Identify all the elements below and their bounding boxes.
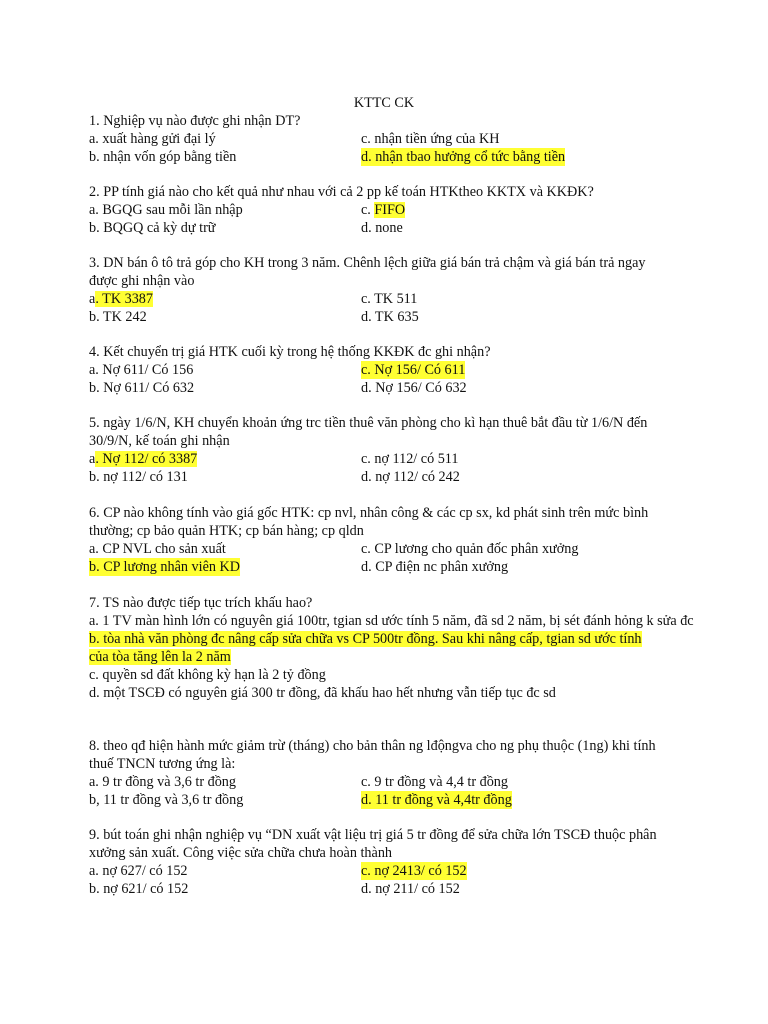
option-b: b. nợ 112/ có 131 [89, 469, 188, 485]
option-d-highlighted-answer: d. 11 tr đồng và 4,4tr đồng [361, 792, 512, 808]
option-a-highlighted-answer: . Nợ 112/ có 3387 [95, 451, 198, 467]
option-prefix: a [89, 451, 96, 467]
option-a: a. BGQG sau mỗi lần nhập [89, 202, 243, 218]
question-5 [89, 414, 689, 486]
option-d: d. một TSCĐ có nguyên giá 300 tr đồng, đã khấu hao hết nhưng vẫn tiếp tục đc sd [89, 685, 556, 701]
question-8 [89, 737, 689, 809]
question-2 [89, 183, 689, 237]
option-d: d. nợ 112/ có 242 [361, 469, 460, 485]
option-d: d. TK 635 [361, 309, 419, 325]
option-c [361, 201, 405, 219]
question-stem: 6. CP nào không tính vào giá gốc HTK: cp nvl, nhân công & các cp sx, kd phát sinh trên mức bình thường; cp bảo quản HTK; cp bán hàng; cp qldn [89, 505, 649, 539]
option-c: c. nợ 112/ có 511 [361, 451, 459, 467]
question-stem: 4. Kết chuyển trị giá HTK cuối kỳ trong hệ thống KKĐK đc ghi nhận? [89, 344, 491, 360]
option-d-highlighted-answer: d. nhận tbao hưởng cổ tức bằng tiền [361, 149, 566, 165]
option-c: c. TK 511 [361, 291, 418, 307]
option-b: b. nhận vốn góp bằng tiền [89, 149, 237, 165]
option-b-highlighted-answer-cont: của tòa tăng lên la 2 năm [89, 649, 231, 665]
option-b: b. BQGQ cả kỳ dự trữ [89, 220, 216, 236]
option-prefix: a [89, 291, 96, 307]
option-c: c. 9 tr đồng và 4,4 tr đồng [361, 774, 508, 790]
option-a-highlighted-answer: . TK 3387 [95, 291, 153, 307]
question-3 [89, 254, 689, 326]
option-d: d. CP điện nc phân xưởng [361, 559, 509, 575]
option-b: b. Nợ 611/ Có 632 [89, 380, 195, 396]
option-a: a. 9 tr đồng và 3,6 tr đồng [89, 774, 236, 790]
option-a: a. CP NVL cho sản xuất [89, 541, 226, 557]
question-4 [89, 343, 689, 397]
option-d: d. nợ 211/ có 152 [361, 881, 460, 897]
document-title: KTTC CK [353, 95, 415, 111]
option-b-highlighted-answer: b. CP lương nhân viên KD [89, 559, 241, 575]
option-a: a. Nợ 611/ Có 156 [89, 362, 194, 378]
question-stem: 5. ngày 1/6/N, KH chuyển khoản ứng trc tiền thuê văn phòng cho kì hạn thuê bắt đầu từ 1/6/N đến 30/9/N, kế toán ghi nhận [89, 415, 648, 449]
option-c: c. nhận tiền ứng của KH [361, 131, 500, 147]
question-stem: 9. bút toán ghi nhận nghiệp vụ “DN xuất vật liệu trị giá 5 tr đồng để sửa chữa lớn TSCĐ thuộc phân xưởng sản xuất. Công việc sửa chữa chưa hoàn thành [89, 827, 657, 861]
option-b-highlighted-answer: b. tòa nhà văn phòng đc nâng cấp sửa chữa vs CP 500tr đồng. Sau khi nâng cấp, tgian sd ước tính [89, 631, 642, 647]
option-a [89, 450, 197, 468]
question-stem: 8. theo qđ hiện hành mức giảm trừ (tháng) cho bản thân ng lđộngva cho ng phụ thuộc (1ng) khi tính thuế TNCN tương ứng là: [89, 738, 656, 772]
option-d: d. Nợ 156/ Có 632 [361, 380, 467, 396]
option-d: d. none [361, 220, 403, 236]
question-stem: 2. PP tính giá nào cho kết quả như nhau với cả 2 pp kế toán HTKtheo KKTX và KKĐK? [89, 184, 594, 200]
option-a: a. xuất hàng gửi đại lý [89, 131, 216, 147]
option-a: a. 1 TV màn hình lớn có nguyên giá 100tr, tgian sd ước tính 5 năm, đã sd 2 năm, bị sét đánh hỏng k sửa đc [89, 613, 694, 629]
option-c: c. CP lương cho quản đốc phân xưởng [361, 541, 579, 557]
option-a [89, 290, 153, 308]
option-b: b, 11 tr đồng và 3,6 tr đồng [89, 792, 244, 808]
question-stem: 3. DN bán ô tô trả góp cho KH trong 3 năm. Chênh lệch giữa giá bán trả chậm và giá bán trả ngay được ghi nhận vào [89, 255, 646, 289]
option-a: a. nợ 627/ có 152 [89, 863, 188, 879]
question-7 [89, 594, 694, 702]
question-9 [89, 826, 689, 898]
question-1 [89, 112, 689, 166]
option-c: c. quyền sd đất không kỳ hạn là 2 tỷ đồng [89, 667, 326, 683]
option-c-highlighted-answer: FIFO [374, 202, 406, 218]
option-c-highlighted-answer: c. Nợ 156/ Có 611 [361, 362, 466, 378]
question-stem: 7. TS nào được tiếp tục trích khấu hao? [89, 595, 313, 611]
question-stem: 1. Nghiệp vụ nào được ghi nhận DT? [89, 113, 301, 129]
option-b: b. TK 242 [89, 309, 147, 325]
option-prefix: c. [361, 202, 375, 218]
question-6 [89, 504, 689, 576]
option-b: b. nợ 621/ có 152 [89, 881, 189, 897]
option-c-highlighted-answer: c. nợ 2413/ có 152 [361, 863, 467, 879]
